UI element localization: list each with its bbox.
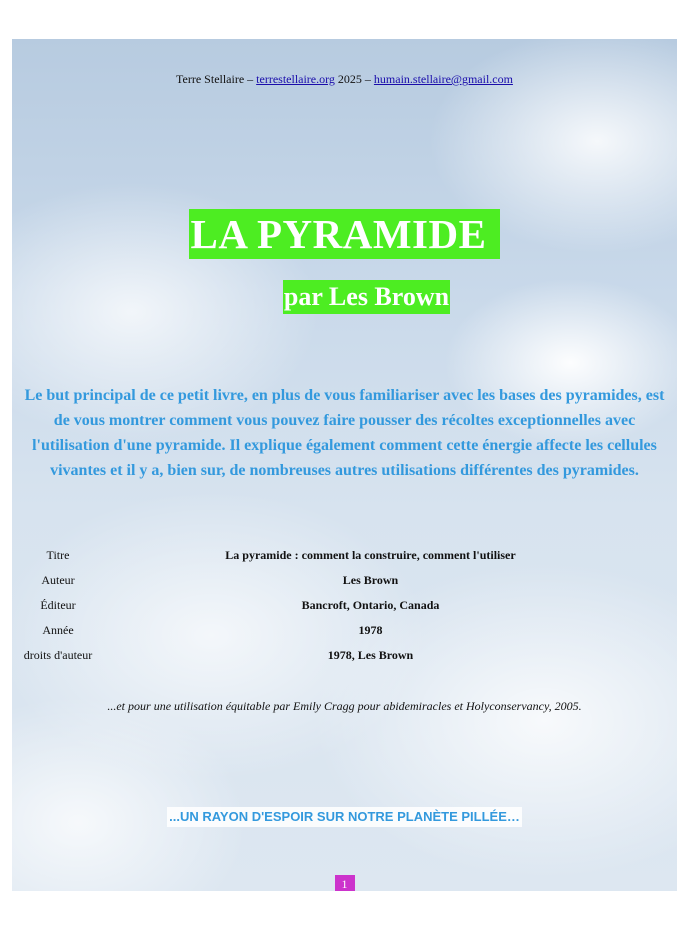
metadata-row-author [12, 568, 677, 593]
header-prefix: Terre Stellaire – [176, 72, 257, 86]
metadata-value: La pyramide : comment la construire, comment l'utiliser [225, 548, 516, 562]
metadata-row-year [12, 618, 677, 643]
title-container [12, 209, 677, 259]
page-number-container [12, 875, 677, 891]
subtitle-container [12, 280, 677, 314]
metadata-key: droits d'auteur [23, 648, 93, 662]
email-link[interactable]: humain.stellaire@gmail.com [373, 72, 513, 86]
document-page [12, 39, 677, 891]
page-header [12, 72, 677, 87]
summary-paragraph: Le but principal de ce petit livre, en plus de vous familiariser avec les bases des pyramides, est de vous montrer comment vous pouvez faire pousser des récoltes exceptionnelles avec l'utilisation d'une pyramide. Il explique également comment cette énergie affecte les cellules vivantes et il y a, bien sur, de nombreuses autres utilisations différentes des pyramides. [24, 387, 665, 479]
metadata-value: 1978 [358, 623, 383, 637]
credit-line: ...et pour une utilisation équitable par Emily Cragg pour abidemiracles et Holyconservancy, 2005. [107, 699, 582, 713]
metadata-key: Auteur [41, 573, 75, 587]
metadata-key: Éditeur [40, 598, 76, 612]
slogan-text: ...UN RAYON D'ESPOIR SUR NOTRE PLANÈTE PILLÉE… [167, 807, 522, 827]
metadata-row-copyright [12, 643, 677, 668]
metadata-key: Titre [46, 548, 70, 562]
metadata-row-title [12, 543, 677, 568]
page-number: 1 [335, 875, 355, 891]
slogan-container [12, 807, 677, 827]
document-title: LA PYRAMIDE [189, 209, 501, 259]
header-middle: 2025 – [334, 72, 374, 86]
metadata-table [12, 543, 677, 668]
metadata-key: Année [42, 623, 74, 637]
metadata-value: Bancroft, Ontario, Canada [301, 598, 440, 612]
site-link[interactable]: terrestellaire.org [256, 72, 335, 86]
metadata-value: Les Brown [342, 573, 399, 587]
metadata-row-publisher [12, 593, 677, 618]
document-subtitle: par Les Brown [283, 280, 450, 314]
metadata-value: 1978, Les Brown [327, 648, 414, 662]
